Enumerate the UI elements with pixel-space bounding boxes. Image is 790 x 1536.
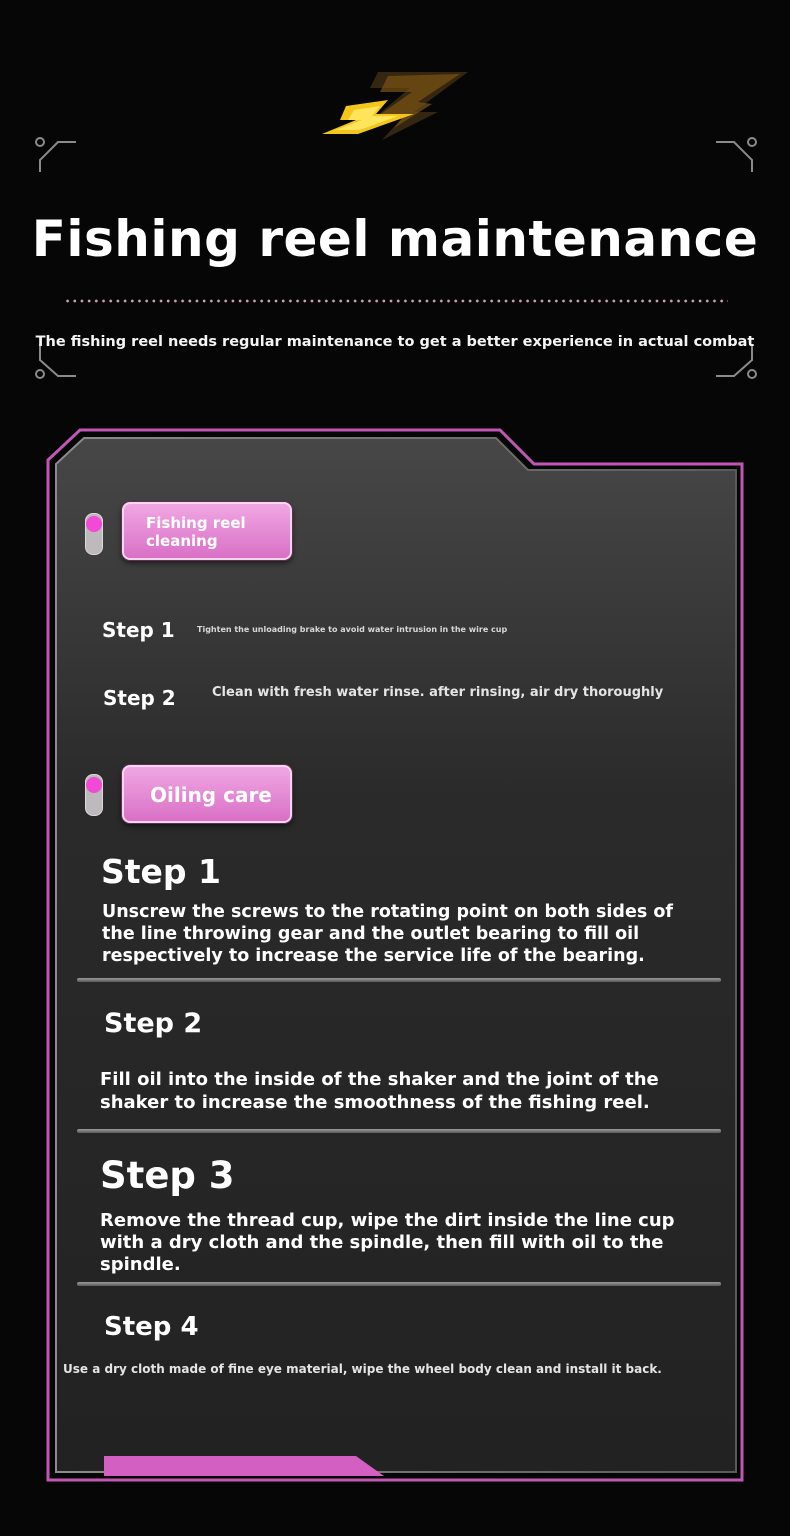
- step-text: Tighten the unloading brake to avoid water intrusion in the wire cup: [197, 625, 508, 634]
- section-toggle[interactable]: [85, 774, 103, 816]
- toggle-knob: [86, 516, 102, 532]
- section-label-oiling[interactable]: [122, 765, 292, 823]
- dotted-divider: [64, 298, 728, 304]
- page-title: Fishing reel maintenance: [31, 210, 759, 268]
- step-title: Step 1: [102, 618, 175, 642]
- pill-label: Oiling care: [150, 783, 272, 807]
- step-separator: [77, 978, 721, 982]
- step-text: Fill oil into the inside of the shaker and the joint of the shaker to increase the smoothness of the fishing reel.: [100, 1069, 659, 1113]
- step-title: Step 1: [101, 852, 221, 891]
- step-title: Step 3: [100, 1154, 235, 1197]
- section-label-cleaning[interactable]: [122, 502, 292, 560]
- toggle-knob: [86, 777, 102, 793]
- step-text: Clean with fresh water rinse. after rinsing, air dry thoroughly: [212, 685, 664, 700]
- step-title: Step 2: [103, 686, 176, 710]
- section-toggle[interactable]: [85, 513, 103, 555]
- pill-line-1: Fishing reel: [146, 514, 246, 532]
- step-text: Unscrew the screws to the rotating point on both sides of the line throwing gear and the outlet bearing to fill oil respectively to increase the service life of the bearing.: [102, 902, 673, 966]
- pill-line-2: cleaning: [146, 532, 218, 550]
- step-title: Step 2: [104, 1008, 203, 1039]
- step-title: Step 4: [104, 1312, 199, 1342]
- step-separator: [77, 1129, 721, 1133]
- page-subtitle: The fishing reel needs regular maintenance to get a better experience in actual combat: [35, 334, 755, 350]
- step-text: Use a dry cloth made of fine eye material, wipe the wheel body clean and install it back.: [63, 1362, 662, 1376]
- step-separator: [77, 1282, 721, 1286]
- step-text: Remove the thread cup, wipe the dirt inside the line cup with a dry cloth and the spindle, then fill with oil to the spindle.: [100, 1210, 675, 1275]
